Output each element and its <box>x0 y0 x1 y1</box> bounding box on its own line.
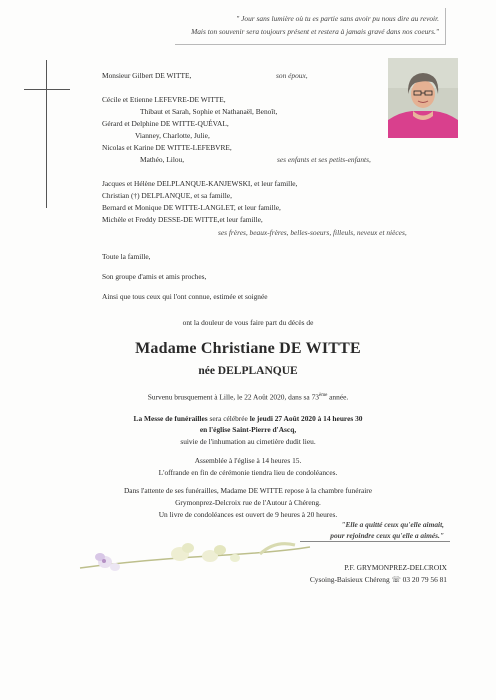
ceremony-burial: suivie de l'inhumation au cimetière dudit lieu. <box>180 437 316 446</box>
death-info: Survenu brusquement à Lille, le 22 Août 2020, dans sa 73ème année. <box>147 392 349 402</box>
siblings-role: ses frères, beaux-frères, belles-soeurs, filleuls, neveux et nièces, <box>218 228 407 237</box>
assembly-line-2: L'offrande en fin de cérémonie tiendra lieu de condoléances. <box>158 468 338 477</box>
ceremony-label: La Messe de funérailles <box>133 414 208 423</box>
family-line: Mathéo, Lilou, <box>140 155 185 164</box>
closing-quote-line-2: pour rejoindre ceux qu'elle a aimés." <box>330 531 444 540</box>
family-line: Bernard et Monique DE WITTE-LANGLET, et leur famille, <box>102 203 281 212</box>
funeral-home-phone: 03 20 79 56 81 <box>402 575 447 584</box>
ceremony-place: en l'église Saint-Pierre d'Ascq, <box>199 425 297 434</box>
funeral-home-name: P.F. GRYMONPREZ-DELCROIX <box>344 563 447 572</box>
family-line: Christian (†) DELPLANQUE, et sa famille, <box>102 191 232 200</box>
rest-line-3: Un livre de condoléances est ouvert de 9 heures à 20 heures. <box>158 510 338 519</box>
ceremony-datetime: le jeudi 27 Août 2020 à 14 heures 30 <box>249 414 363 423</box>
telephone-icon: ☏ <box>391 575 401 584</box>
deceased-name: Madame Christiane DE WITTE <box>135 340 361 357</box>
opening-quote <box>175 8 446 45</box>
cross-icon <box>46 60 47 208</box>
children-role: ses enfants et ses petits-enfants, <box>277 155 371 164</box>
family-line: Nicolas et Karine DE WITTE-LEFEBVRE, <box>102 143 232 152</box>
opening-quote-line-1: " Jour sans lumière où tu es partie sans avoir pu nous dire au revoir. <box>236 14 439 23</box>
closing-quote-line-1: "Elle a quitté ceux qu'elle aimait, <box>341 520 444 529</box>
divider <box>300 541 450 542</box>
funeral-home-contact <box>310 575 447 584</box>
family-line: Toute la famille, <box>102 252 151 261</box>
family-line: Cécile et Etienne LEFEVRE-DE WITTE, <box>102 95 226 104</box>
cross-icon-bar <box>24 89 70 90</box>
rest-line-1: Dans l'attente de ses funérailles, Madame DE WITTE repose à la chambre funéraire <box>123 486 373 495</box>
assembly-line-1: Assemblée à l'église à 14 heures 15. <box>194 456 302 465</box>
family-line: Michèle et Freddy DESSE-DE WITTE,et leur famille, <box>102 215 263 224</box>
portrait-photo <box>388 58 458 138</box>
rest-line-2: Grymonprez-Delcroix rue de l'Autour à Chéreng. <box>175 498 321 507</box>
spouse-role: son époux, <box>276 71 308 80</box>
announcement: ont la douleur de vous faire part du décès de <box>182 318 314 327</box>
family-line: Ainsi que tous ceux qui l'ont connue, estimée et soignée <box>102 292 268 301</box>
family-line: Vianney, Charlotte, Julie, <box>135 131 210 140</box>
family-line: Jacques et Hélène DELPLANQUE-KANJEWSKI, et leur famille, <box>102 179 298 188</box>
spouse-name: Monsieur Gilbert DE WITTE, <box>102 71 192 80</box>
family-line: Gérard et Delphine DE WITTE-QUÉVAL, <box>102 119 229 128</box>
family-line: Son groupe d'amis et amis proches, <box>102 272 207 281</box>
opening-quote-line-2: Mais ton souvenir sera toujours présent et restera à jamais gravé dans nos coeurs." <box>191 27 439 36</box>
funeral-home-location: Cysoing-Baisieux Chéreng <box>309 575 390 584</box>
family-line: Thibaut et Sarah, Sophie et Nathanaël, Benoît, <box>140 107 278 116</box>
ceremony-line: La Messe de funérailles sera célébrée le jeudi 27 Août 2020 à 14 heures 30 <box>133 414 363 423</box>
maiden-name: née DELPLANQUE <box>198 365 298 377</box>
